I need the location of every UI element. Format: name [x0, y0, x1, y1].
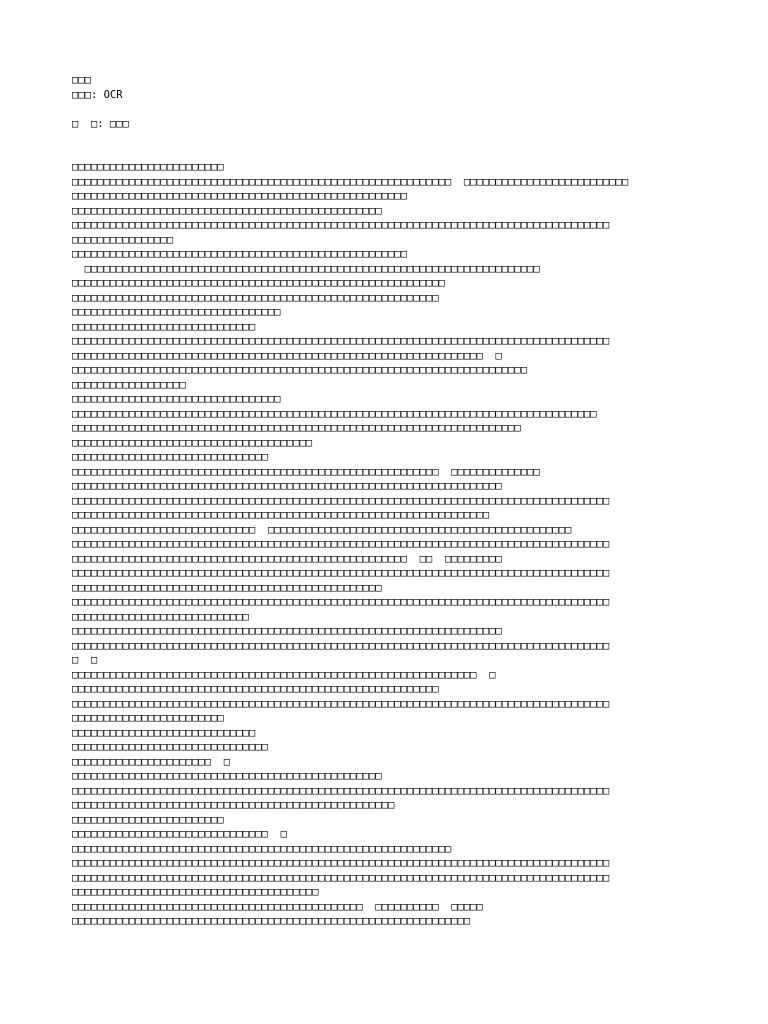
- document-body-line: □□□□□□□□□□□□□□□□□□□□□□□□□□□□□□□□□□□□□□□□□□□□□□□□□□□□□□□□□□□□□□□□□□□□□□□□: [72, 262, 540, 275]
- header-body-gap: [72, 131, 728, 160]
- document-body-line: □□□□□□□□□□□□□□□□□□□□□□□□□□□□□□□□□□□□□□□□□□□□□□□□□□□□□□□□□□ □□□□□□□□□□□□□□: [72, 465, 540, 478]
- document-body-line: □□□□□□□□□□□□□□□□□□□□□□□□□□□□□□□□□□□□□□□□□□□□□□□□□□□□□□□□□□□□□□□□□□□□□□□□□□□□□□□□□□□□□: [72, 335, 610, 347]
- document-body-line: □□□□□□□□□□□□□□□□□□: [72, 378, 186, 391]
- document-body-line: □□□□□□□□□□□□□□□□□□□□□□□□□□□□□□□□□□□□□□□□□□□□□□□□□: [72, 581, 382, 594]
- document-body-line: □□□□□□□□□□□□□□□□□□□□□□□□: [72, 813, 224, 826]
- document-body-line: □□□□□□□□□□□□□□□□□□□□□□□□□□□□□□□□□□□□□□□□□□□□□□□□□□□□□□□□□□□□□□□□□□□□□□□□□□□□□□□□□□□□□: [72, 219, 610, 231]
- document-body-line: □□□□□□□□□□□□□□□□□□□□□□□□□□□□□□□□□□□□□□□□□□□□□□□□□□□□□□□□□□□□□□□□□□: [72, 509, 490, 521]
- document-body-line: □□□□□□□□□□□□□□□□□□□□□□□□□□□□□□□□□□□□□□□□□□□□□□□□□□□: [72, 799, 395, 811]
- document-body-line: □□□□□□□□□□□□□□□□□□□□□□□□□□□□□ □□□□□□□□□□□□□□□□□□□□□□□□□□□□□□□□□□□□□□□□□□□□□□□□: [72, 523, 572, 536]
- document-body-line: □□□□□□□□□□□□□□□□□□□□□□□□□□□□□□□□□□□□□□: [72, 436, 313, 449]
- document-body-line: □□□□□□□□□□□□□□□□□□□□□□□□: [72, 712, 224, 724]
- document-body-line: □□□□□□□□□□□□□□□□□□□□□□□□□□□□□□□□□□□□□□□□□□□□□□□□□□□□□□□□□□□□□□□□□□□□□□□□□□□□□□□□□□□□□: [72, 494, 610, 507]
- document-body-line: □□□□□□□□□□□□□□□□□□□□□□□□□□□□□□□□□□□□□□□: [72, 886, 319, 898]
- document-body-line: □□□□□□□□□□□□□□□□□□□□□□□□□□□□□□□ □: [72, 828, 287, 840]
- document-body-line: □□□□□□□□□□□□□□□□□□□□□□□□□□□□□□□□□□□□□□□□□□□□□□□□□□□□□□□□□□: [72, 291, 439, 304]
- document-body-line: □□□□□□□□□□□□□□□□□□□□□□□□□□□□□□□□□□□□□□□□□□□□□□□□□□□□□□□□□□□□□□□□□□□□□□□□□□□□□□□□□□□□□: [72, 857, 610, 869]
- document-body-line: □□□□□□□□□□□□□□□□□□□□□□□□□□□□□□□□□□□□□□□□□□□□□□□□□□□□□□□□□□□: [72, 277, 445, 289]
- document-body-line: □□□□□□□□□□□□□□□□□□□□□□□□□□□□□□□□□□□□□□□□□□□□□□□□□□□□□□□□□□□□□□□: [72, 915, 471, 927]
- document-body-line: □□□□□□□□□□□□□□□□□□□□□□□□□□□□□□□: [72, 741, 268, 753]
- document-body-line: □□□□□□□□□□□□□□□□□□□□□□□□□□□□□□□□□□□□□□□□□□□□□□□□□□□□□ □□ □□□□□□□□□: [72, 552, 502, 565]
- document-body-line: □□□□□□□□□□□□□□□□□□□□□□□□□□□□□□□□□□□□□□□□□□□□□□□□□□□□□□□□□□□□: [72, 842, 452, 855]
- header-gap: [72, 102, 728, 117]
- document-body-line: □□□□□□□□□□□□□□□□□□□□□□□□□□□□□□□□□□□□□□□□□□□□□□□□□□□□□: [72, 190, 408, 202]
- document-body-line: □□□□□□□□□□□□□□□□□□□□□□□□□□□□: [72, 610, 250, 623]
- document-body-line: □□□□□□□□□□□□□□□□□□□□□□□□□□□□□□□□□□□□□□□□□□□□□□□□□: [72, 770, 382, 782]
- document-body-line: □□□□□□□□□□□□□□□□□□□□□□ □: [72, 755, 231, 768]
- document-body-line: □ □: [72, 654, 98, 666]
- document-body-line: □□□□□□□□□□□□□□□□□□□□□□□□□□□□□: [72, 320, 256, 333]
- document-body-line: □□□□□□□□□□□□□□□□□□□□□□□□□□□□□□□□□□□□□□□□□□□□□□□□□□□□□□□□□□: [72, 683, 439, 695]
- document-body-line: □□□□□□□□□□□□□□□□□□□□□□□□□□□□□□□□□□□□□□□□□□□□□□ □□□□□□□□□□ □□□□□: [72, 900, 483, 913]
- document-body-line: □□□□□□□□□□□□□□□□□□□□□□□□□□□□□□□□□□□□□□□□□□□□□□□□□□□□□□□□□□□□ □□□□□□□□□□□□□□□□□□□□□□□□□□: [72, 175, 629, 188]
- document-body-line: □□□□□□□□□□□□□□□□□□□□□□□□□□□□□□□□□□□□□□□□□□□□□□□□□□□□□□□□□□□□□□□□ □: [72, 668, 496, 681]
- document-body-line: □□□□□□□□□□□□□□□□□□□□□□□□□□□□□□□: [72, 451, 268, 463]
- document-body-line: □□□□□□□□□□□□□□□□□□□□□□□□□□□□□□□□□□□□□□□□□□□□□□□□□□□□□□□□□□□□□□□□□□□□□□□□□□□□□□□□□□□□□: [72, 784, 610, 797]
- document-body: [72, 160, 728, 929]
- doc-header-line-2: □□□: OCR: [72, 88, 123, 101]
- document-body-line: □□□□□□□□□□□□□□□□□□□□□□□□□□□□□□□□□□□□□□□□□□□□□□□□□: [72, 204, 382, 217]
- document-body-line: □□□□□□□□□□□□□□□□□□□□□□□□□□□□□□□□□□□□□□□□□□□□□□□□□□□□□□□□□□□□□□□□□□□□□□□□□□□□□□□□□□□□□: [72, 567, 610, 579]
- document-body-line: □□□□□□□□□□□□□□□□□□□□□□□□□□□□□□□□□□□□□□□□□□□□□□□□□□□□□□□□□□□□□□□□□□□□□□□□□□□□□□□□□□□□□: [72, 538, 610, 550]
- document-body-line: □□□□□□□□□□□□□□□□□□□□□□□□□□□□□□□□□□□□□□□□□□□□□□□□□□□□□: [72, 248, 408, 260]
- document-body-line: □□□□□□□□□□□□□□□□□□□□□□□□: [72, 161, 224, 173]
- document-body-line: □□□□□□□□□□□□□□□□□□□□□□□□□□□□□□□□□□□□□□□□□□□□□□□□□□□□□□□□□□□□□□□□□□□□□□□□□□□□□□□□□□□□□: [72, 639, 610, 652]
- document-body-line: □□□□□□□□□□□□□□□□□□□□□□□□□□□□□□□□□□□□□□□□□□□□□□□□□□□□□□□□□□□□□□□□□□□□□□□□□□□□□□□□□□□□□: [72, 871, 610, 884]
- document-body-line: □□□□□□□□□□□□□□□□□□□□□□□□□□□□□□□□□: [72, 306, 281, 318]
- document-body-line: □□□□□□□□□□□□□□□□□□□□□□□□□□□□□□□□□□□□□□□□□□□□□□□□□□□□□□□□□□□□□□□□□□□□□□□□: [72, 364, 528, 376]
- doc-header-line-3: □ □: □□□: [72, 117, 129, 130]
- document-body-line: □□□□□□□□□□□□□□□□□□□□□□□□□□□□□□□□□□□□□□□□□□□□□□□□□□□□□□□□□□□□□□□□□ □: [72, 349, 502, 362]
- document-body-line: □□□□□□□□□□□□□□□□□□□□□□□□□□□□□□□□□□□□□□□□□□□□□□□□□□□□□□□□□□□□□□□□□□□□: [72, 625, 502, 637]
- doc-header-line-1: □□□: [72, 74, 91, 86]
- document-body-line: □□□□□□□□□□□□□□□□□□□□□□□□□□□□□□□□□□□□□□□□□□□□□□□□□□□□□□□□□□□□□□□□□□□□□□□□□□□□□□□□□□□□□: [72, 596, 610, 608]
- document-body-line: □□□□□□□□□□□□□□□□□□□□□□□□□□□□□□□□□□□□□□□□□□□□□□□□□□□□□□□□□□□□□□□□□□□□□□□□□□□□□□□□□□□: [72, 407, 597, 420]
- document-body-line: □□□□□□□□□□□□□□□□□□□□□□□□□□□□□□□□□□□□□□□□□□□□□□□□□□□□□□□□□□□□□□□□□□□□□□□□□□□□□□□□□□□□□: [72, 697, 610, 710]
- document-body-line: □□□□□□□□□□□□□□□□□□□□□□□□□□□□□: [72, 726, 256, 739]
- document-body-line: □□□□□□□□□□□□□□□□: [72, 233, 174, 246]
- document-body-line: □□□□□□□□□□□□□□□□□□□□□□□□□□□□□□□□□□□□□□□□□□□□□□□□□□□□□□□□□□□□□□□□□□□□: [72, 480, 502, 492]
- document-body-line: □□□□□□□□□□□□□□□□□□□□□□□□□□□□□□□□□: [72, 393, 281, 405]
- document-body-line: □□□□□□□□□□□□□□□□□□□□□□□□□□□□□□□□□□□□□□□□□□□□□□□□□□□□□□□□□□□□□□□□□□□□□□□: [72, 422, 521, 434]
